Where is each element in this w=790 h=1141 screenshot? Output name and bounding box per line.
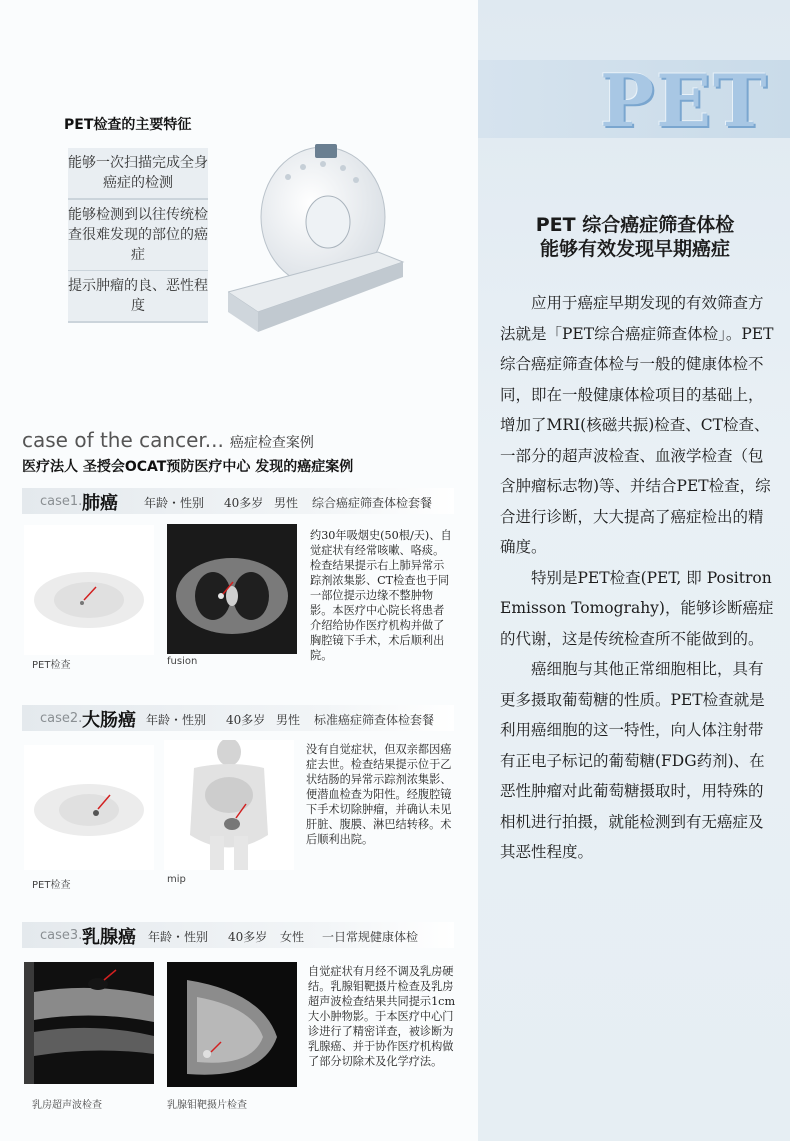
- right-paragraph-3: 癌细胞与其他正常细胞相比，具有更多摄取葡萄糖的性质。PET检查就是利用癌细胞的这一特性，向人体注射带有正电子标记的葡萄糖(FDG药剂)、在恶性肿瘤对此葡萄糖摄取时，用特殊的相机进行拍摄，就能检测到有无癌症及其恶性程度。: [500, 660, 765, 861]
- case3-caption-1: 乳房超声波检查: [32, 1100, 102, 1111]
- case2-description: 没有自觉症状，但双亲都因癌症去世。检查结果提示位于乙状结肠的异常示踪剂浓集影、便潜血检查为阳性。经腹腔镜下手术切除肿瘤，并确认未见肝脏、腹膜、淋巴结转移。术后顺利出院。: [306, 743, 452, 846]
- case3-bar: case3. 乳腺癌 年龄・性别 40多岁 女性 一日常规健康体检: [22, 922, 454, 948]
- case2-caption-1: PET检查: [32, 880, 71, 891]
- clinic-line: 医疗法人 圣授会OCAT预防医疗中心 发现的癌症案例: [22, 459, 354, 475]
- case2-pet-image: [24, 745, 154, 870]
- case1-pet-image: [24, 525, 154, 655]
- case2-caption-2: mip: [167, 874, 186, 885]
- right-body: [500, 288, 778, 868]
- case1-fusion-image: [167, 524, 297, 654]
- pet-scanner-image: [228, 142, 418, 334]
- case3-description: 自觉症状有月经不调及乳房硬结。乳腺钼靶摄片检查及乳房超声波检查结果共同提示1cm大小肿物影。于本医疗中心门诊进行了精密详查，被诊断为乳腺癌、并于协作医疗机构做了部分切除术及化学疗法。: [308, 965, 456, 1068]
- right-paragraph-1: 应用于癌症早期发现的有效筛查方法就是「PET综合癌症筛查体检」。PET综合癌症筛查体检与一般的健康体检不同，即在一般健康体检项目的基础上，增加了MRI(核磁共振)检查、CT检查、一部分的超声波检查、血液学检查（包含肿瘤标志物)等、并结合PET检查，综合进行诊断，大大提高了癌症检出的精确度。: [500, 294, 774, 556]
- case3-caption-2: 乳腺钼靶摄片检查: [167, 1100, 247, 1111]
- feature-box-2: 能够检测到以往传统检查很难发现的部位的癌症: [68, 200, 208, 272]
- features-title: PET检查的主要特征: [64, 117, 192, 133]
- case2-bar: case2. 大肠癌 年龄・性别 40多岁 男性 标准癌症筛查体检套餐: [22, 705, 454, 731]
- case3-mammogram-image: [167, 962, 297, 1087]
- case1-description: 约30年吸烟史(50根/天)、自觉症状有经常咳嗽、咯痰。检查结果提示右上肺异常示踪剂浓集影、CT检查也于同一部位提示边缘不整肿物影。本医疗中心院长将患者介绍给协作医疗机构并做了胸腔镜下手术，术后顺利出院。: [310, 529, 452, 662]
- cases-heading: case of the cancer... 癌症检查案例: [22, 428, 314, 452]
- feature-box-3: 提示肿瘤的良、恶性程度: [68, 271, 208, 323]
- pet-logo: PET: [600, 58, 769, 143]
- case1-caption-1: PET检查: [32, 660, 71, 671]
- case3-ultrasound-image: [24, 962, 154, 1084]
- feature-box-1: 能够一次扫描完成全身癌症的检测: [68, 148, 208, 200]
- right-paragraph-2: 特别是PET检查(PET, 即 Positron Emisson Tomograhy)，能够诊断癌症的代谢，这是传统检查所不能做到的。: [500, 568, 774, 648]
- right-title: PET 综合癌症筛查体检 能够有效发现早期癌症: [535, 214, 735, 260]
- case2-mip-image: [164, 740, 294, 870]
- case1-caption-2: fusion: [167, 656, 198, 667]
- case1-bar: case1. 肺癌 年龄・性别 40多岁 男性 综合癌症筛查体检套餐: [22, 488, 454, 514]
